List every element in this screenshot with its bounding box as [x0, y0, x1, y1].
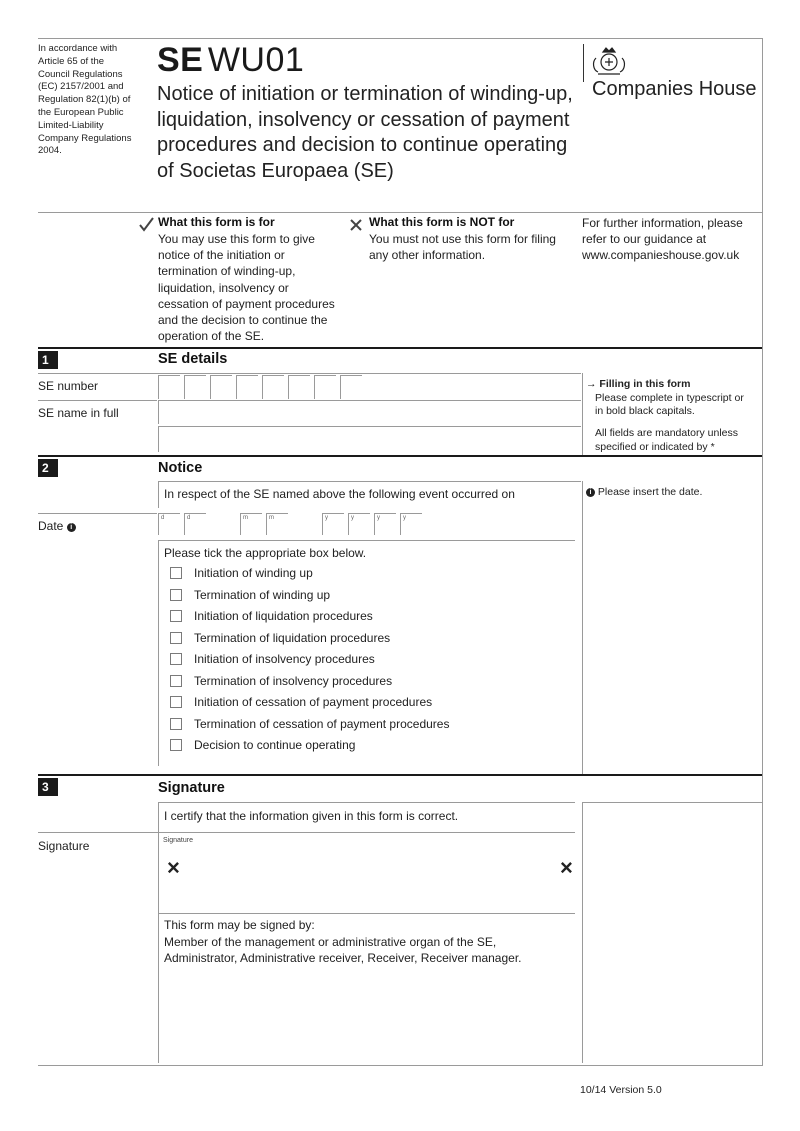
se-number-digit[interactable] — [262, 375, 284, 399]
what-form-is-for-text: You may use this form to give notice of the initiation or termination of winding-up, liquidation, insolvency or cessation of payment procedures and the decision to continue the operation of the SE. — [158, 232, 335, 344]
options-box-left — [158, 540, 159, 766]
date-note — [586, 486, 702, 500]
checkbox[interactable] — [170, 696, 182, 708]
options-box-top — [158, 540, 575, 541]
signature-field-caption: Signature — [163, 837, 193, 844]
section-3-side-top — [582, 802, 762, 803]
date-year-digit[interactable]: y — [348, 513, 370, 535]
right-border — [762, 38, 763, 1066]
date-month-digit[interactable]: m — [240, 513, 262, 535]
tick-instruction: Please tick the appropriate box below. — [164, 546, 367, 560]
form-title: Notice of initiation or termination of winding-up, liquidation, insolvency or cessation of payment procedures and decision to continue operating of Societas Europaea (SE) — [157, 83, 573, 182]
section-1-number: 1 — [38, 351, 58, 369]
intro-divider — [38, 212, 762, 213]
section-3-title: Signature — [158, 780, 225, 796]
form-code — [157, 40, 304, 87]
event-box-left — [158, 481, 159, 508]
se-name-input-line-1[interactable] — [158, 400, 581, 424]
checkbox[interactable] — [170, 739, 182, 751]
se-name-input-line-2[interactable] — [158, 426, 581, 452]
royal-crest-icon — [590, 44, 628, 78]
section-1-side-border — [582, 373, 583, 455]
se-number-digit[interactable] — [288, 375, 310, 399]
option-label: Termination of liquidation procedures — [194, 631, 391, 645]
signed-by-text: Member of the management or administrative organ of the SE, Administrator, Administrative receiver, Receiver, Receiver manager. — [164, 935, 522, 965]
signature-label: Signature — [38, 839, 90, 853]
logo-divider — [583, 44, 584, 82]
section-3-number: 3 — [38, 778, 58, 796]
certify-statement: I certify that the information given in this form is correct. — [164, 809, 459, 823]
mandatory-fields-note: All fields are mandatory unless specified or indicated by * — [595, 427, 738, 453]
further-information-text: For further information, please refer to our guidance at www.companieshouse.gov.uk — [582, 216, 743, 263]
date-label-rule — [38, 513, 157, 514]
filling-in-heading: Filling in this form — [599, 378, 691, 390]
info-icon: i — [586, 488, 595, 497]
signature-input[interactable] — [158, 833, 575, 911]
date-day-digit[interactable]: d — [184, 513, 206, 535]
companies-house-logo: Companies House — [592, 78, 757, 100]
filling-in-note — [586, 378, 754, 419]
legal-reference: In accordance with Article 65 of the Council Regulations (EC) 2157/2001 and Regulation 82(1)(b) of the European Public Limited-Liability Company Regulations 2004. — [38, 43, 132, 157]
what-form-is-not-for-heading: What this form is NOT for — [369, 215, 515, 229]
bottom-border — [38, 1065, 762, 1066]
date-year-digit[interactable]: y — [400, 513, 422, 535]
section-2-number: 2 — [38, 459, 58, 477]
section-3-side-border — [582, 802, 583, 1063]
se-number-digit[interactable] — [184, 375, 206, 399]
section-2-side-border — [582, 481, 583, 774]
option-label: Termination of winding up — [194, 588, 331, 602]
event-statement: In respect of the SE named above the following event occurred on — [164, 487, 515, 501]
se-number-digit[interactable] — [314, 375, 336, 399]
sign-here-x-icon: × — [167, 855, 180, 880]
se-number-digit[interactable] — [236, 375, 258, 399]
option-label: Termination of cessation of payment procedures — [194, 717, 450, 731]
checkbox[interactable] — [170, 567, 182, 579]
option-label: Initiation of insolvency procedures — [194, 652, 375, 666]
option-label: Initiation of winding up — [194, 566, 313, 580]
se-number-digit[interactable] — [340, 375, 362, 399]
date-label — [38, 519, 76, 533]
section-2-divider — [38, 455, 762, 457]
form-code-prefix: SE — [157, 41, 204, 79]
se-number-label: SE number — [38, 379, 99, 393]
info-icon: i — [67, 523, 76, 532]
date-label-text: Date — [38, 519, 64, 533]
checkbox[interactable] — [170, 610, 182, 622]
se-name-label-rule — [38, 400, 157, 401]
date-day-digit[interactable]: d — [158, 513, 180, 535]
what-form-is-not-for-text: You must not use this form for filing any other information. — [369, 232, 556, 263]
option-label: Initiation of liquidation procedures — [194, 609, 373, 623]
signed-by-heading: This form may be signed by: — [164, 918, 315, 932]
filling-in-text: Please complete in typescript or in bold black capitals. — [595, 391, 744, 417]
form-code-number: WU01 — [207, 41, 305, 79]
form-version: 10/14 Version 5.0 — [580, 1084, 662, 1096]
section-2-title-rule — [158, 481, 581, 482]
date-year-digit[interactable]: y — [374, 513, 396, 535]
signed-by-box-top — [158, 913, 575, 914]
checkbox[interactable] — [170, 632, 182, 644]
arrow-right-icon: → — [586, 378, 600, 390]
section-3-divider — [38, 774, 762, 776]
se-number-digit[interactable] — [210, 375, 232, 399]
what-form-is-for-heading: What this form is for — [158, 215, 275, 229]
section-2-title: Notice — [158, 460, 203, 476]
checkbox[interactable] — [170, 589, 182, 601]
checkmark-icon — [138, 216, 155, 232]
option-label: Termination of insolvency procedures — [194, 674, 393, 688]
cross-icon — [349, 218, 363, 232]
section-1-title-rule — [38, 373, 581, 374]
checkbox[interactable] — [170, 675, 182, 687]
checkbox[interactable] — [170, 718, 182, 730]
top-border — [38, 38, 762, 39]
section-3-title-rule — [158, 802, 575, 803]
se-number-digit[interactable] — [158, 375, 180, 399]
sign-here-x-icon: × — [560, 855, 573, 880]
option-label: Initiation of cessation of payment procedures — [194, 695, 433, 709]
se-name-label: SE name in full — [38, 406, 119, 420]
option-label: Decision to continue operating — [194, 738, 356, 752]
section-1-title: SE details — [158, 351, 228, 367]
date-year-digit[interactable]: y — [322, 513, 344, 535]
section-1-divider — [38, 347, 762, 349]
date-note-text: Please insert the date. — [597, 486, 703, 498]
date-month-digit[interactable]: m — [266, 513, 288, 535]
checkbox[interactable] — [170, 653, 182, 665]
